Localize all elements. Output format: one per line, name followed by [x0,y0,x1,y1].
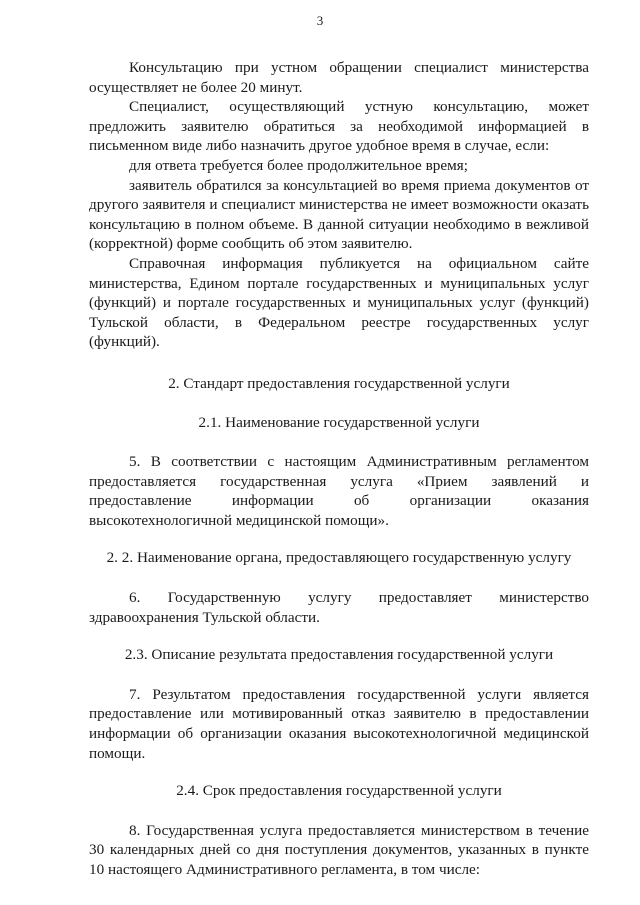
subsection-heading-term: 2.4. Срок предоставления государственной услуги [176,782,502,800]
paragraph-5: 5. В соответствии с настоящим Административным регламентом предоставляется государственная услуга «Прием заявлений и предоставление информации об организации оказания высокотехнологичной медицинской помощи». [89,453,589,529]
page-number: 3 [316,13,324,28]
paragraph-7: 7. Результатом предоставления государственной услуги является предоставление или мотивированный отказ заявителю в предоставлении информации об организации оказания высокотехнологичной медицинской помощи. [89,685,589,762]
paragraph-consultation-time: Консультацию при устном обращении специалист министерства осуществляет не более 20 минут. [89,59,589,96]
paragraph-8: 8. Государственная услуга предоставляется министерством в течение 30 календарных дней со дня поступления документов, указанных в пункте 10 настоящего Административного регламента, в том числе: [89,821,589,878]
subsection-heading-authority: 2. 2. Наименование органа, предоставляющего государственную услугу [106,549,572,567]
paragraph-case-longer-time: для ответа требуется более продолжительное время; [129,156,468,174]
paragraph-specialist-offer: Специалист, осуществляющий устную консультацию, может предложить заявителю обратиться за необходимой информацией в письменном виде либо назначить другое удобное время в случае, если: [89,98,589,155]
subsection-heading-name: 2.1. Наименование государственной услуги [198,413,480,431]
section-heading-standard: 2. Стандарт предоставления государственной услуги [168,374,510,392]
paragraph-reference-info: Справочная информация публикуется на официальном сайте министерства, Едином портале государственных и муниципальных услуг (функций) и портале государственных и муниципальных услуг (функций) Тульской области, в Федеральном реестре государственных услуг (функций). [89,254,589,351]
paragraph-6: 6. Государственную услугу предоставляет министерство здравоохранения Тульской области. [89,589,589,626]
subsection-heading-result: 2.3. Описание результата предоставления государственной услуги [124,646,554,664]
document-body [89,58,589,880]
paragraph-case-applicant: заявитель обратился за консультацией во время приема документов от другого заявителя и специалист министерства не имеет возможности оказать консультацию в полном объеме. В данной ситуации необходимо в вежливой (корректной) форме сообщить об этом заявителю. [89,176,589,253]
